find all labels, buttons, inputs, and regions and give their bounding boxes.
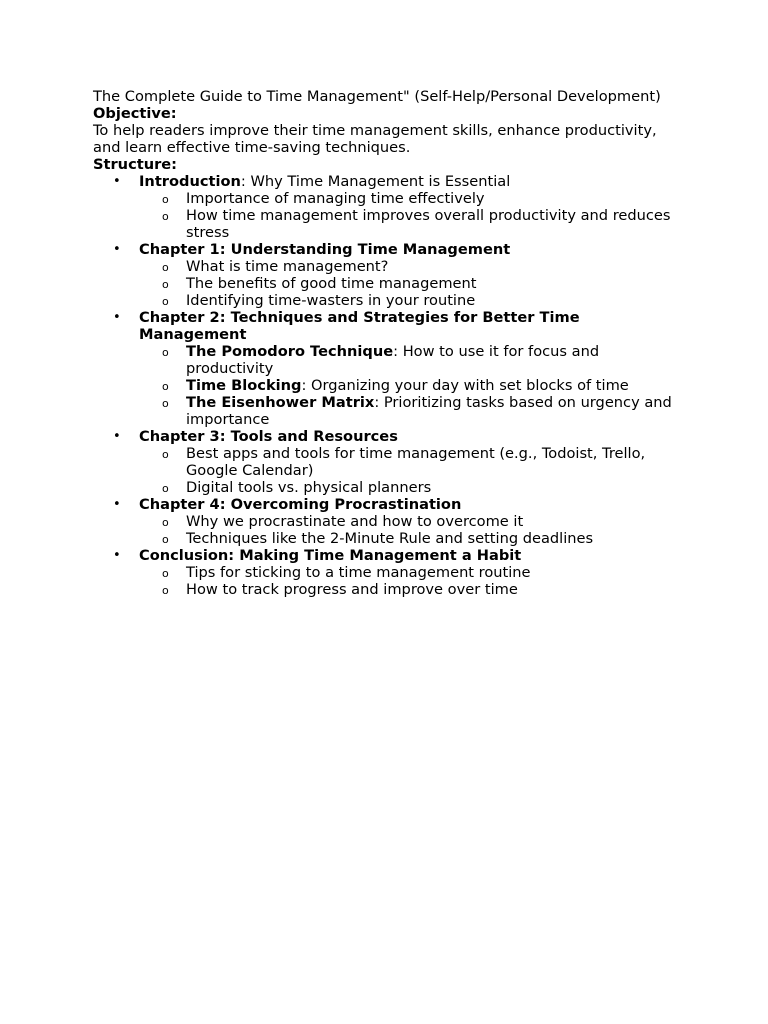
document-intro [93,88,683,122]
list-item: o Importance of managing time effectively [139,190,683,207]
list-item: o The Eisenhower Matrix: Prioritizing tasks based on urgency and importance [139,394,683,428]
list-item: o Techniques like the 2-Minute Rule and setting deadlines [139,530,683,547]
section-items [93,564,683,598]
section-heading: Chapter 3: Tools and Resources [139,428,398,445]
section-items [93,258,683,309]
section-heading: Chapter 1: Understanding Time Management [139,241,511,258]
section-chapter-2 [93,309,683,428]
document-page [93,88,683,598]
outline-list [93,173,683,598]
section-items [93,445,683,496]
list-item: o How time management improves overall productivity and reduces stress [139,207,683,241]
objective-text: To help readers improve their time management skills, enhance productivity, and learn effective time-saving techniques. [93,122,657,156]
section-items [93,343,683,428]
list-item: o How to track progress and improve over time [139,581,683,598]
section-items [93,513,683,547]
structure-label: Structure: [93,156,178,173]
section-introduction [93,173,683,241]
section-chapter-4 [93,496,683,547]
document-title: The Complete Guide to Time Management" (Self-Help/Personal Development) [93,88,661,105]
section-heading: Conclusion: Making Time Management a Habit [139,547,522,564]
list-item: o What is time management? [139,258,683,275]
list-item: o Identifying time-wasters in your routine [139,292,683,309]
section-heading: Introduction [139,173,241,190]
objective-label: Objective: [93,105,177,122]
list-item: o Digital tools vs. physical planners [139,479,683,496]
list-item: o The Pomodoro Technique: How to use it for focus and productivity [139,343,683,377]
list-item: o Tips for sticking to a time management routine [139,564,683,581]
list-item: o Why we procrastinate and how to overcome it [139,513,683,530]
list-item: o Best apps and tools for time management (e.g., Todoist, Trello, Google Calendar) [139,445,683,479]
list-item: o The benefits of good time management [139,275,683,292]
section-conclusion [93,547,683,598]
list-item: o Time Blocking: Organizing your day with set blocks of time [139,377,683,394]
section-heading: Chapter 4: Overcoming Procrastination [139,496,462,513]
section-items [93,190,683,241]
section-chapter-1 [93,241,683,309]
section-heading: Chapter 2: Techniques and Strategies for Better Time Management [139,309,580,343]
section-subtitle: : Why Time Management is Essential [240,173,511,190]
section-chapter-3 [93,428,683,496]
